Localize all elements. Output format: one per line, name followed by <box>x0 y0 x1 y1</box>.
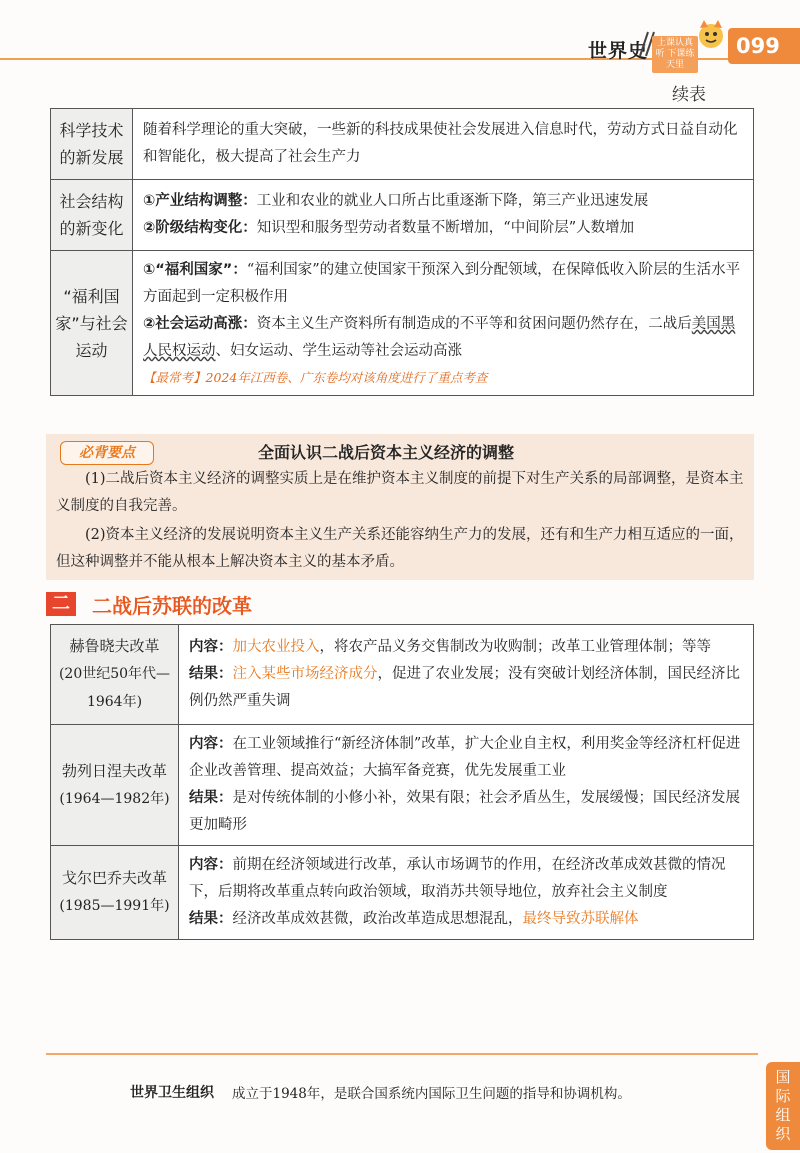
item-head: ②社会运动高涨： <box>143 316 257 332</box>
reform-period: (1964—1982年) <box>59 790 170 807</box>
row-content <box>179 725 754 846</box>
item-text: 资本主义生产资料所有制造成的不平等和贫困问题仍然存在，二战后 <box>256 316 692 332</box>
content-text: 前期在经济领域进行改革，承认市场调节的作用，在经济改革成效甚微的情况下，后期将改革重点转向政治领域，取消苏共领导地位，放弃社会主义制度 <box>189 857 726 900</box>
footer-term: 世界卫生组织 <box>130 1085 214 1101</box>
motto-badge: 上课认真听 下课练天里 <box>652 36 698 73</box>
reform-period: (20世纪50年代—1964年) <box>58 666 171 710</box>
result-text: ，促进了农业发展；没有突破计划经济体制，国民经济比例仍然严重失调 <box>189 666 740 709</box>
row-label: “福利国家”与社会运动 <box>51 251 133 396</box>
row-label: 社会结构的新变化 <box>51 180 133 251</box>
item-text: 知识型和服务型劳动者数量不断增加，“中间阶层”人数增加 <box>256 220 635 236</box>
item-text: “福利国家”的建立使国家干预深入到分配领域，在保障低收入阶层的生活水平方面起到一定积极作用 <box>143 262 741 305</box>
table-soviet-reforms <box>50 624 754 940</box>
row-content <box>133 251 754 396</box>
table-continued <box>50 108 754 396</box>
content-label: 内容： <box>189 736 233 752</box>
footer-definition: 成立于1948年，是联合国系统内国际卫生问题的指导和协调机构。 <box>232 1086 631 1102</box>
row-content <box>133 180 754 251</box>
row-content: 随着科学理论的重大突破，一些新的科技成果使社会发展进入信息时代，劳动方式日益自动化和智能化，极大提高了社会生产力 <box>133 109 754 180</box>
reform-period: (1985—1991年) <box>59 898 170 914</box>
exam-note: 【最常考】2024年江西卷、广东卷均对该角度进行了重点考查 <box>143 370 488 385</box>
content-label: 内容： <box>189 857 233 873</box>
mascot-icon <box>694 18 728 56</box>
item-head: ②阶级结构变化： <box>143 220 257 236</box>
result-label: 结果： <box>189 790 233 806</box>
row-label: 科学技术的新发展 <box>51 109 133 180</box>
result-label: 结果： <box>189 666 233 682</box>
item-head: ①“福利国家”： <box>143 262 247 278</box>
highlight-text: 加大农业投入 <box>232 639 320 655</box>
reform-name: 戈尔巴乔夫改革 <box>61 869 167 887</box>
highlight-text: 注入某些市场经济成分 <box>232 666 378 682</box>
table-row <box>51 846 754 940</box>
content-text: ，将农产品义务交售制改为收购制；改革工业管理体制；等等 <box>319 639 711 655</box>
content-label: 内容： <box>189 639 233 655</box>
footer-rule <box>46 1053 758 1055</box>
item-head: ①产业结构调整： <box>143 193 257 209</box>
section-number-badge: 二 <box>46 592 76 616</box>
row-content <box>179 625 754 725</box>
table-row <box>51 180 754 251</box>
result-label: 结果： <box>189 911 233 927</box>
row-label <box>51 725 179 846</box>
content-text: 在工业领域推行“新经济体制”改革，扩大企业自主权，利用奖金等经济杠杆促进企业改善管理、提高效益；大搞军备竞赛，优先发展重工业 <box>189 736 741 779</box>
table-row <box>51 725 754 846</box>
highlight-text: 最终导致苏联解体 <box>522 911 639 927</box>
page-number: 099 <box>736 34 780 58</box>
side-tab-text: 国际组织 <box>775 1068 791 1143</box>
table-row <box>51 625 754 725</box>
key-point-paragraph: (2)资本主义经济的发展说明资本主义生产关系还能容纳生产力的发展，还有和生产力相互适应的一面，但这种调整并不能从根本上解决资本主义的基本矛盾。 <box>56 527 744 570</box>
table-row <box>51 251 754 396</box>
subject-title: 世界史 <box>588 40 649 62</box>
underlined-term: 美国黑人民权运动 <box>143 316 736 359</box>
reform-name: 勃列日涅夫改革 <box>61 761 167 780</box>
item-text: 、妇女运动、学生运动等社会运动高涨 <box>215 343 462 359</box>
key-points-title: 全面认识二战后资本主义经济的调整 <box>258 443 515 462</box>
result-text: 是对传统体制的小修小补，效果有限；社会矛盾丛生，发展缓慢；国民经济发展更加畸形 <box>189 790 740 833</box>
row-label <box>51 846 179 940</box>
row-label <box>51 625 179 725</box>
side-tab-label <box>766 1062 800 1150</box>
continued-label: 续表 <box>672 85 706 105</box>
row-content <box>179 846 754 940</box>
reform-name: 赫鲁晓夫改革 <box>69 637 160 655</box>
item-text: 工业和农业的就业人口所占比重逐渐下降，第三产业迅速发展 <box>256 193 649 209</box>
key-point-paragraph: (1)二战后资本主义经济的调整实质上是在维护资本主义制度的前提下对生产关系的局部调整，是资本主义制度的自我完善。 <box>56 471 744 514</box>
result-text: 经济改革成效甚微，政治改革造成思想混乱， <box>232 911 523 927</box>
key-points-badge: 必背要点 <box>60 441 154 465</box>
table-row <box>51 109 754 180</box>
section-title: 二战后苏联的改革 <box>92 594 252 618</box>
